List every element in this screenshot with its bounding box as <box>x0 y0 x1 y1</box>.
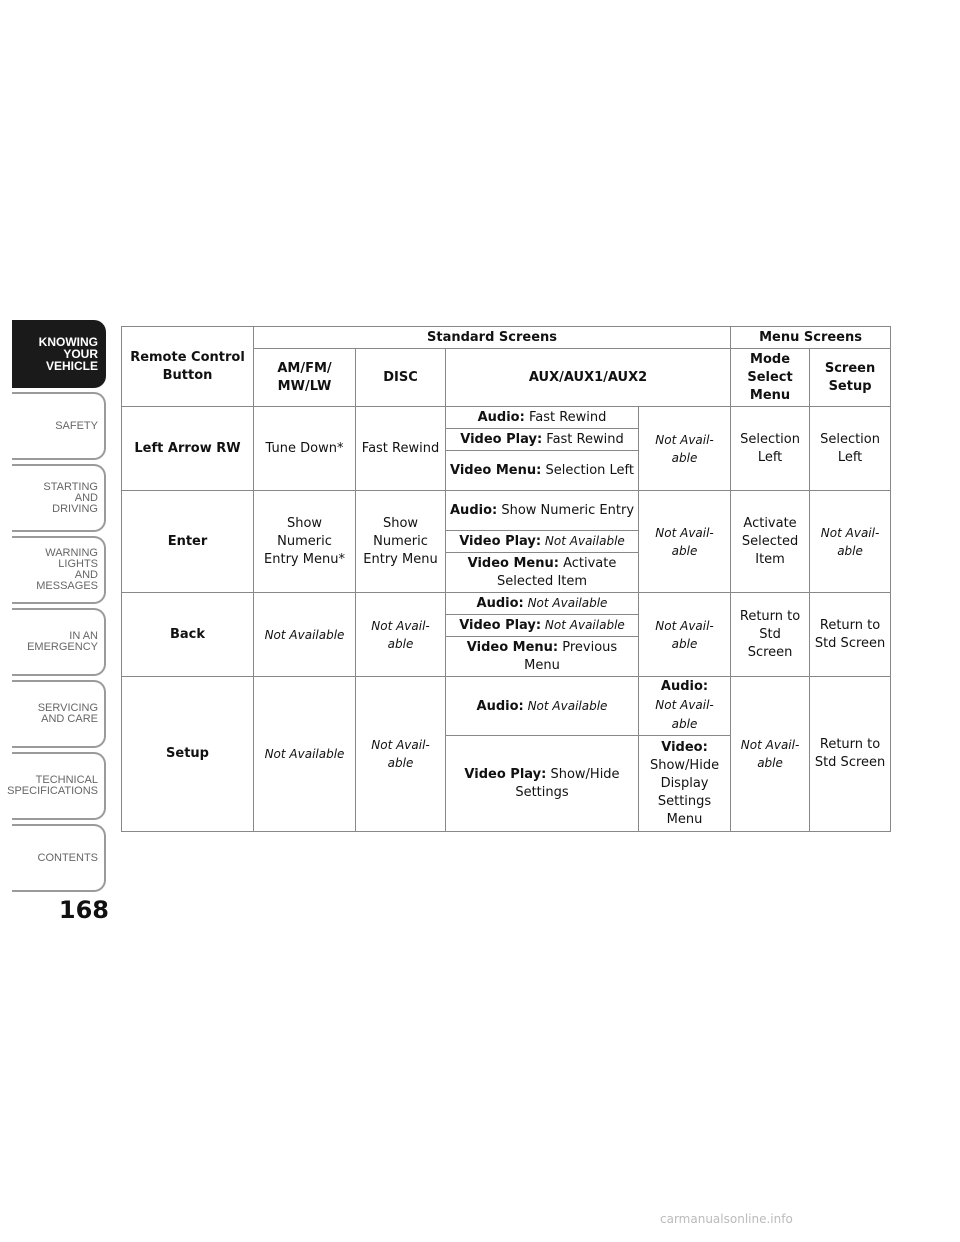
cell-mode: Not Avail- able <box>731 677 810 832</box>
header-screen-setup: Screen Setup <box>810 349 891 407</box>
cell-am: Not Available <box>254 677 356 832</box>
cell-aux2: Audio: Not Avail- able <box>639 677 731 736</box>
cell-aux: Audio: Fast Rewind <box>446 407 639 429</box>
cell-setup: Not Avail- able <box>810 491 891 593</box>
page-number: 168 <box>58 896 109 924</box>
cell-disc: Not Avail- able <box>356 593 446 677</box>
cell-aux2: Not Avail- able <box>639 407 731 491</box>
tab-technical-specifications[interactable]: TECHNICAL SPECIFICATIONS <box>12 752 106 820</box>
tab-safety[interactable]: SAFETY <box>12 392 106 460</box>
cell-setup: Return to Std Screen <box>810 593 891 677</box>
tab-in-an-emergency[interactable]: IN AN EMERGENCY <box>12 608 106 676</box>
cell-aux: Audio: Not Available <box>446 677 639 736</box>
cell-aux: Video Play: Fast Rewind <box>446 429 639 451</box>
table-row <box>122 677 891 736</box>
cell-setup: Selection Left <box>810 407 891 491</box>
header-aux: AUX/AUX1/AUX2 <box>446 349 731 407</box>
header-remote-control-button: Remote Control Button <box>122 327 254 407</box>
cell-mode: Selection Left <box>731 407 810 491</box>
cell-aux2: Not Avail- able <box>639 491 731 593</box>
table-row <box>122 491 891 531</box>
watermark: carmanualsonline.info <box>660 1212 793 1226</box>
header-menu-screens: Menu Screens <box>731 327 891 349</box>
cell-aux: Video Menu: Selection Left <box>446 451 639 491</box>
cell-disc: Not Avail- able <box>356 677 446 832</box>
table-header-row <box>122 327 891 349</box>
button-name: Back <box>122 593 254 677</box>
cell-aux: Video Menu: Previous Menu <box>446 637 639 677</box>
cell-aux: Video Play: Show/Hide Settings <box>446 736 639 832</box>
button-name: Enter <box>122 491 254 593</box>
header-mode-select-menu: Mode Select Menu <box>731 349 810 407</box>
cell-aux: Video Menu: Activate Selected Item <box>446 553 639 593</box>
table-row <box>122 593 891 615</box>
cell-aux2: Not Avail- able <box>639 593 731 677</box>
cell-am: Not Available <box>254 593 356 677</box>
cell-am: Tune Down* <box>254 407 356 491</box>
button-name: Left Arrow RW <box>122 407 254 491</box>
cell-aux: Audio: Not Available <box>446 593 639 615</box>
header-am-fm: AM/FM/ MW/LW <box>254 349 356 407</box>
header-standard-screens: Standard Screens <box>254 327 731 349</box>
button-name: Setup <box>122 677 254 832</box>
cell-mode: Activate Selected Item <box>731 491 810 593</box>
tab-warning-lights[interactable]: WARNING LIGHTS AND MESSAGES <box>12 536 106 604</box>
cell-disc: Show Numeric Entry Menu <box>356 491 446 593</box>
table-row <box>122 407 891 429</box>
tab-contents[interactable]: CONTENTS <box>12 824 106 892</box>
cell-aux: Audio: Show Numeric Entry <box>446 491 639 531</box>
cell-am: Show Numeric Entry Menu* <box>254 491 356 593</box>
cell-aux2: Video: Show/Hide Display Settings Menu <box>639 736 731 832</box>
header-disc: DISC <box>356 349 446 407</box>
cell-mode: Return to Std Screen <box>731 593 810 677</box>
cell-disc: Fast Rewind <box>356 407 446 491</box>
cell-aux: Video Play: Not Available <box>446 615 639 637</box>
tab-servicing-and-care[interactable]: SERVICING AND CARE <box>12 680 106 748</box>
remote-control-table <box>121 326 891 832</box>
cell-aux: Video Play: Not Available <box>446 531 639 553</box>
cell-setup: Return to Std Screen <box>810 677 891 832</box>
tab-knowing-your-vehicle[interactable]: KNOWING YOUR VEHICLE <box>12 320 106 388</box>
tab-starting-and-driving[interactable]: STARTING AND DRIVING <box>12 464 106 532</box>
